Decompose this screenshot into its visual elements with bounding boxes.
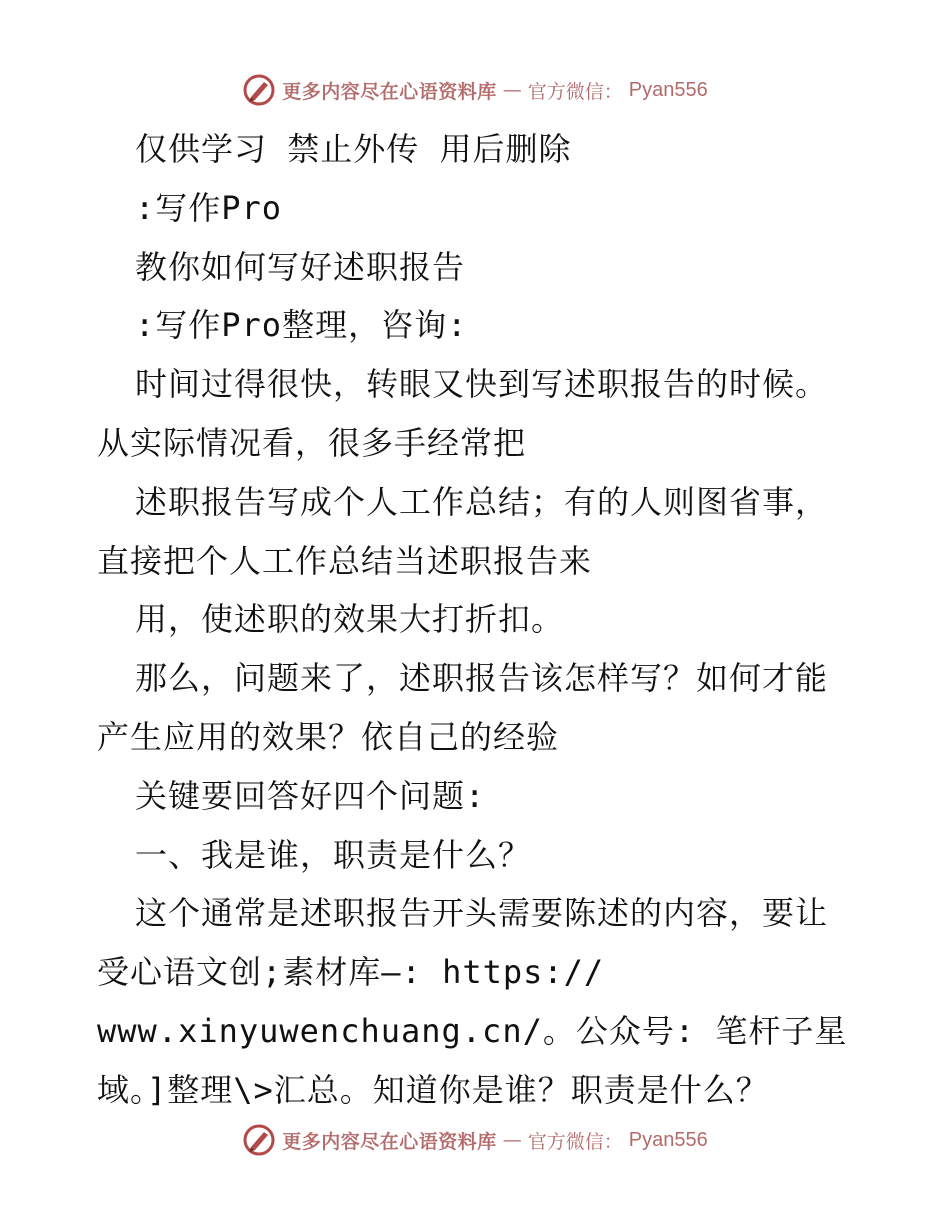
text-line: 受心语文创;素材库—: https:// [97,953,605,992]
header-banner [0,70,950,110]
text-line: 产生应用的效果？依自己的经验 [97,717,560,756]
text-line: :写作Pro [135,188,283,227]
text-line: :写作Pro整理，咨询: [135,306,468,345]
text-line: 教你如何写好述职报告 [135,247,466,286]
text-line: 关键要回答好四个问题: [135,776,486,815]
banner-separator: — [502,79,522,101]
banner-wechat-id: Pyan556 [628,78,708,101]
pen-logo-icon [242,73,276,107]
document-body [97,120,877,1120]
text-line: 述职报告写成个人工作总结；有的人则图省事， [135,482,829,521]
banner-separator: — [502,1129,522,1151]
banner-main-text: 更多内容尽在心语资料库 [282,1130,497,1153]
banner-main-text: 更多内容尽在心语资料库 [282,80,497,103]
text-line: 从实际情况看，很多手经常把 [97,423,527,462]
text-line: 直接把个人工作总结当述职报告来 [97,541,593,580]
text-line: 那么，问题来了，述职报告该怎样写？如何才能 [135,659,829,698]
text-line: 域。]整理\>汇总。知道你是谁？职责是什么？ [97,1070,769,1109]
banner-wechat-id: Pyan556 [628,1128,708,1151]
text-line: 这个通常是述职报告开头需要陈述的内容，要让 [135,894,829,933]
text-line: 一、我是谁，职责是什么？ [135,835,532,874]
pen-logo-icon [242,1123,276,1157]
text-line: 用，使述职的效果大打折扣。 [135,600,565,639]
text-line: www.xinyuwenchuang.cn/。公众号: 笔杆子星 [97,1011,848,1050]
banner-wechat-label: 官方微信： [527,80,623,103]
text-line: 仅供学习 禁止外传 用后删除 [135,130,572,168]
text-line: 时间过得很快，转眼又快到写述职报告的时候。 [135,365,829,404]
footer-banner [0,1120,950,1160]
banner-wechat-label: 官方微信： [527,1130,623,1153]
